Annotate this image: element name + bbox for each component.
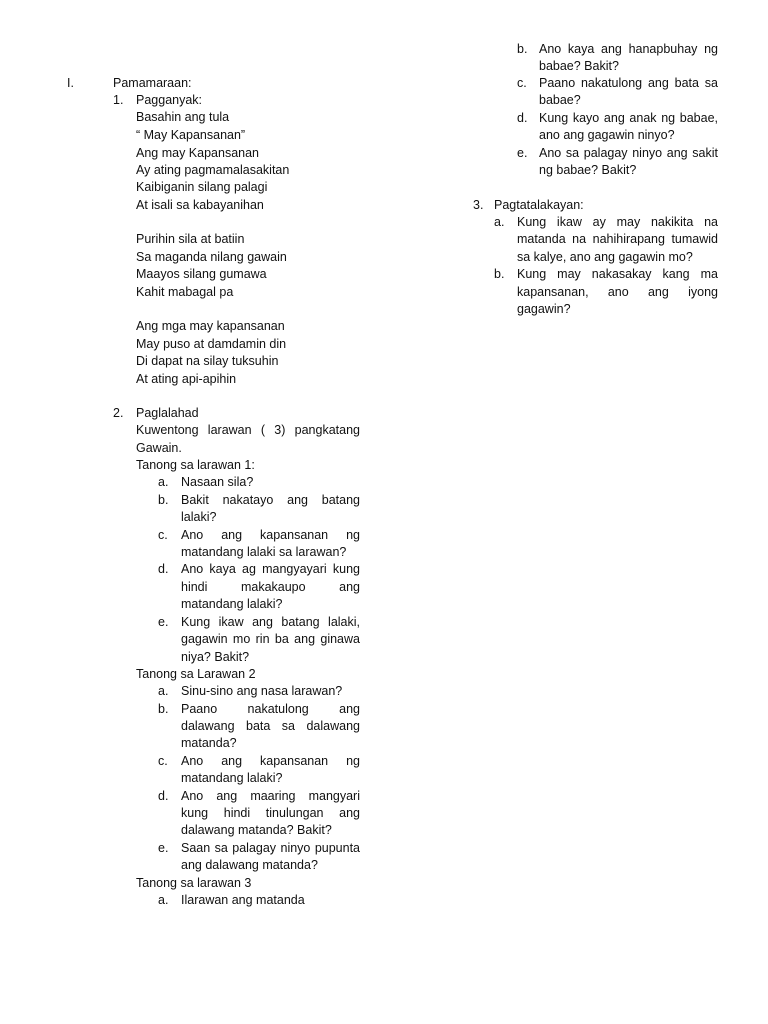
question-line: ng babae? Bakit? <box>539 163 637 177</box>
poem-line: Maayos silang gumawa <box>136 267 267 281</box>
group-title: Tanong sa Larawan 2 <box>136 667 256 681</box>
item3-title: Pagtatalakayan: <box>494 198 584 212</box>
question-line: ang dalawang matanda? <box>181 858 318 872</box>
question-letter: c. <box>158 754 168 768</box>
question-line: Ano ang maaring mangyari <box>181 789 360 803</box>
poem-intro: Basahin ang tula <box>136 110 230 124</box>
section-numeral: I. <box>67 76 74 90</box>
question-letter: b. <box>517 42 528 56</box>
question-line: Ano sa palagay ninyo ang sakit <box>539 146 718 160</box>
poem-line: Sa maganda nilang gawain <box>136 250 287 264</box>
question-letter: b. <box>158 702 169 716</box>
question-line: babae? <box>539 93 581 107</box>
question-letter: a. <box>158 684 169 698</box>
poem-title: “ May Kapansanan” <box>136 128 246 142</box>
item3-number: 3. <box>473 198 484 212</box>
question-line: niya? Bakit? <box>181 650 250 664</box>
question-line: matandang lalaki sa larawan? <box>181 545 347 559</box>
item1-number: 1. <box>113 93 124 107</box>
question-line: Saan sa palagay ninyo pupunta <box>181 841 360 855</box>
question-line: Kung ikaw ay may nakikita na <box>517 215 718 229</box>
question-line: Kung kayo ang anak ng babae, <box>539 111 718 125</box>
question-line: Paano nakatulong ang bata sa <box>539 76 718 90</box>
question-letter: b. <box>494 267 505 281</box>
group-title: Tanong sa larawan 1: <box>136 458 255 472</box>
question-line: ano ang gagawin ninyo? <box>539 128 675 142</box>
question-line: Ano kaya ang hanapbuhay ng <box>539 42 718 56</box>
poem-line: Ay ating pagmamalasakitan <box>136 163 290 177</box>
question-letter: e. <box>158 841 169 855</box>
question-letter: e. <box>158 615 169 629</box>
question-letter: a. <box>158 475 169 489</box>
question-line: sa kalye, ano ang gagawin mo? <box>517 250 693 264</box>
section-heading: Pamamaraan: <box>113 76 192 90</box>
question-line: gagawin? <box>517 302 571 316</box>
question-line: Bakit nakatayo ang batang <box>181 493 360 507</box>
question-line: matandang lalaki? <box>181 771 283 785</box>
question-line: Kung may nakasakay kang ma <box>517 267 718 281</box>
question-letter: a. <box>158 893 169 907</box>
question-line: Ano kaya ag mangyayari kung <box>181 562 360 576</box>
question-line: Ano ang kapansanan ng <box>181 754 360 768</box>
poem-line: Kahit mabagal pa <box>136 285 234 299</box>
poem-line: At isali sa kabayanihan <box>136 198 264 212</box>
question-letter: e. <box>517 146 528 160</box>
item1-title: Pagganyak: <box>136 93 203 107</box>
question-line: gagawin mo rin ba ang ginawa <box>181 632 360 646</box>
poem-line: Ang may Kapansanan <box>136 146 260 160</box>
question-line: Nasaan sila? <box>181 475 254 489</box>
question-line: hindi makakaupo ang <box>181 580 360 594</box>
question-line: Ilarawan ang matanda <box>181 893 305 907</box>
question-line: Kung ikaw ang batang lalaki, <box>181 615 360 629</box>
question-line: Sinu-sino ang nasa larawan? <box>181 684 343 698</box>
question-line: kapansanan, ano ang iyong <box>517 285 718 299</box>
question-line: dalawang bata sa dalawang <box>181 719 360 733</box>
question-line: babae? Bakit? <box>539 59 619 73</box>
poem-line: At ating api-apihin <box>136 372 237 386</box>
item2-desc-line: Kuwentong larawan ( 3) pangkatang <box>136 423 360 437</box>
item2-number: 2. <box>113 406 124 420</box>
question-line: matanda na nahihirapang tumawid <box>517 232 718 246</box>
question-letter: c. <box>517 76 527 90</box>
question-letter: a. <box>494 215 505 229</box>
question-line: Paano nakatulong ang <box>181 702 360 716</box>
poem-line: Kaibiganin silang palagi <box>136 180 268 194</box>
question-letter: d. <box>158 562 169 576</box>
question-line: dalawang matanda? Bakit? <box>181 823 332 837</box>
group-title: Tanong sa larawan 3 <box>136 876 252 890</box>
poem-line: Purihin sila at batiin <box>136 232 245 246</box>
question-line: matandang lalaki? <box>181 597 283 611</box>
question-line: Ano ang kapansanan ng <box>181 528 360 542</box>
poem-line: Ang mga may kapansanan <box>136 319 285 333</box>
poem-line: May puso at damdamin din <box>136 337 287 351</box>
question-letter: d. <box>158 789 169 803</box>
question-line: lalaki? <box>181 510 217 524</box>
question-line: matanda? <box>181 736 237 750</box>
item2-title: Paglalahad <box>136 406 199 420</box>
question-letter: c. <box>158 528 168 542</box>
poem-line: Di dapat na silay tuksuhin <box>136 354 279 368</box>
item2-desc-line: Gawain. <box>136 441 182 455</box>
question-letter: b. <box>158 493 169 507</box>
question-letter: d. <box>517 111 528 125</box>
question-line: kung hindi tinulungan ang <box>181 806 360 820</box>
